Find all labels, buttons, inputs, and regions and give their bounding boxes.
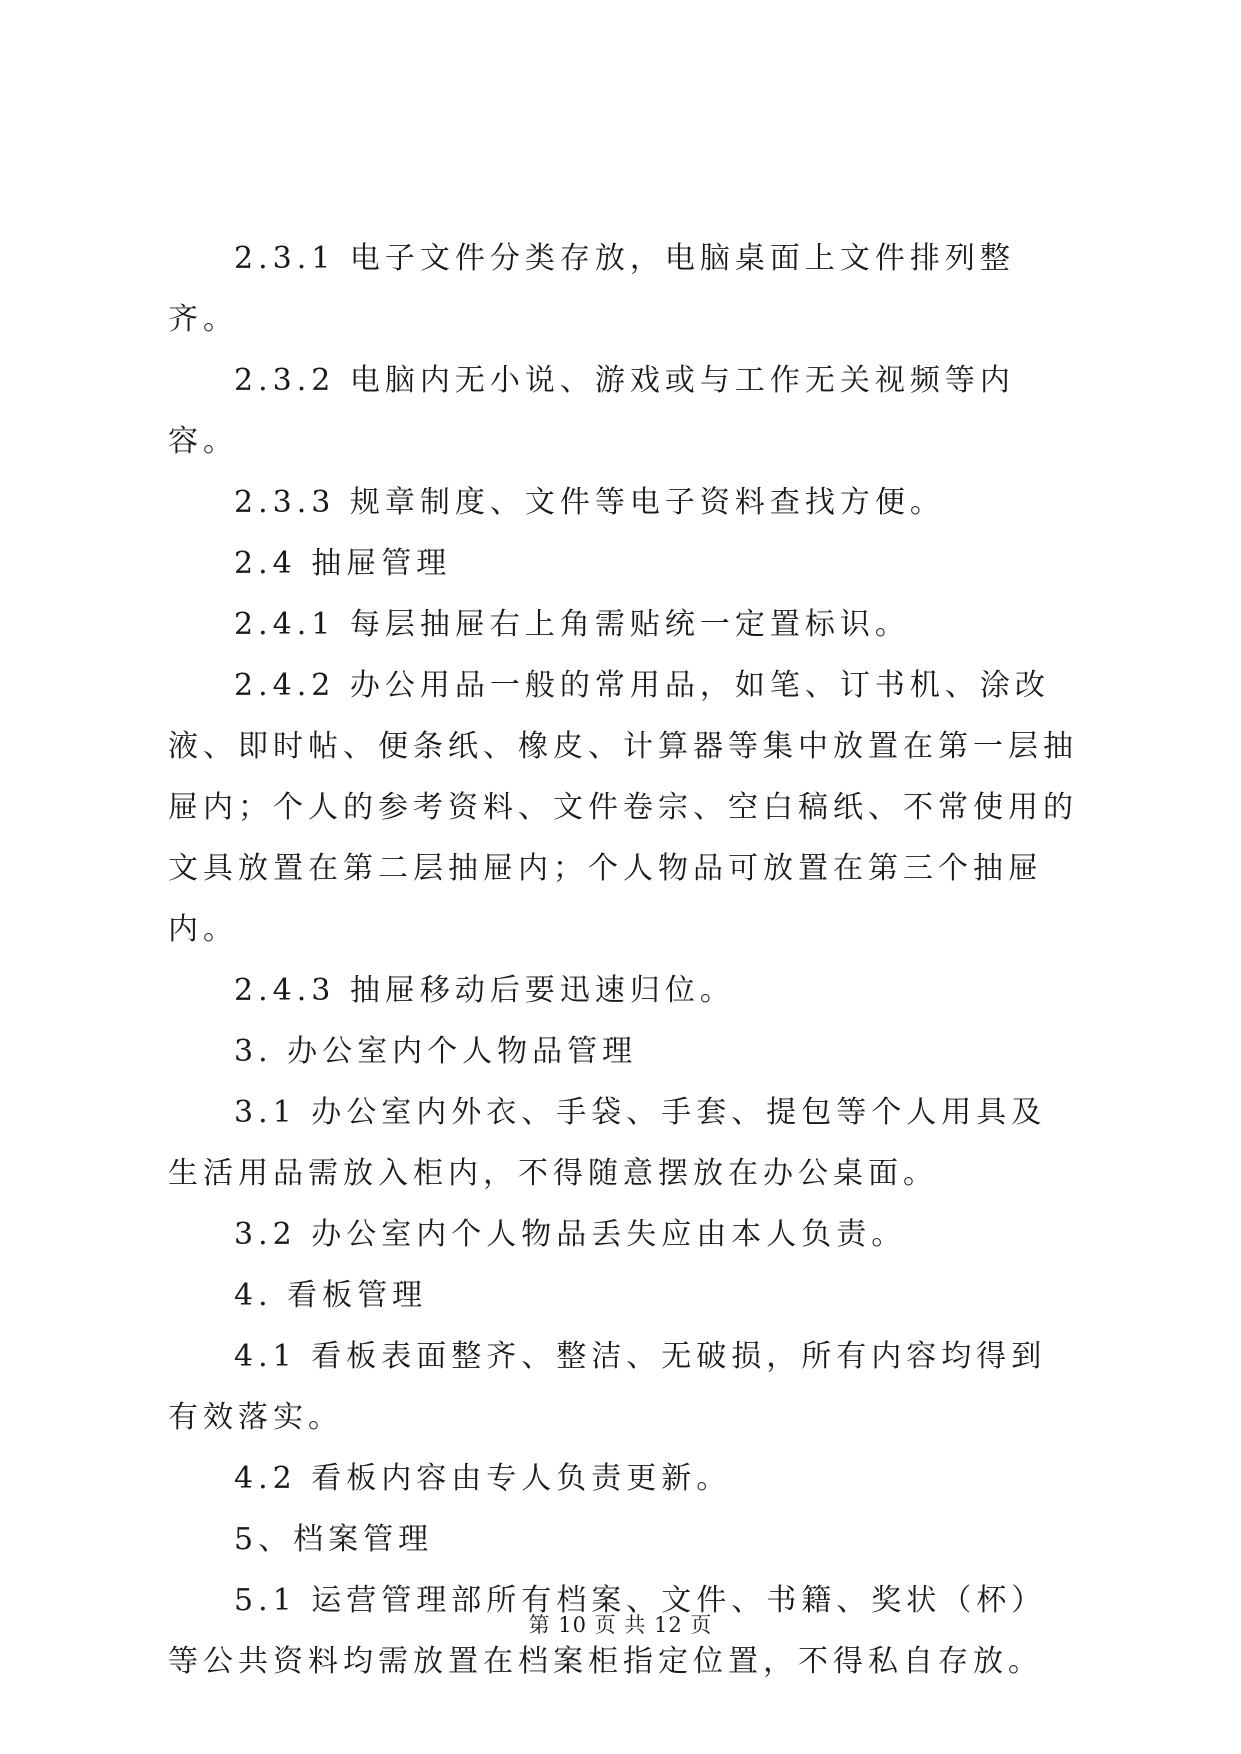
page-number-footer: 第 10 页 共 12 页 [528, 1613, 713, 1637]
paragraph-4-1: 4.1 看板表面整齐、整洁、无破损，所有内容均得到有效落实。 [168, 1339, 1047, 1435]
paragraph-2-3-1: 2.3.1 电子文件分类存放，电脑桌面上文件排列整齐。 [168, 241, 1015, 337]
paragraph-3-2: 3.2 办公室内个人物品丢失应由本人负责。 [234, 1217, 907, 1252]
paragraph-2-3-2: 2.3.2 电脑内无小说、游戏或与工作无关视频等内容。 [168, 363, 1015, 459]
paragraph-5-1: 5.1 运营管理部所有档案、文件、书籍、奖状（杯）等公共资料均需放置在档案柜指定位置，不得私自存放。 [168, 1583, 1047, 1679]
paragraph-2-4-2: 2.4.2 办公用品一般的常用品，如笔、订书机、涂改液、即时帖、便条纸、橡皮、计算器等集中放置在第一层抽屉内；个人的参考资料、文件卷宗、空白稿纸、不常使用的文具放置在第二层抽屉内；个人物品可放置在第三个抽屉内。 [168, 668, 1078, 947]
heading-2-4: 2.4 抽屉管理 [234, 546, 452, 581]
paragraph-3-1: 3.1 办公室内外衣、手袋、手套、提包等个人用具及生活用品需放入柜内，不得随意摆放在办公桌面。 [168, 1095, 1047, 1191]
paragraph-2-4-1: 2.4.1 每层抽屉右上角需贴统一定置标识。 [234, 607, 910, 642]
document-body [168, 228, 1080, 1692]
heading-5: 5、档案管理 [234, 1522, 434, 1557]
paragraph-4-2: 4.2 看板内容由专人负责更新。 [234, 1461, 732, 1496]
paragraph-2-3-3: 2.3.3 规章制度、文件等电子资料查找方便。 [234, 485, 945, 520]
paragraph-2-4-3: 2.4.3 抽屉移动后要迅速归位。 [234, 973, 735, 1008]
heading-3: 3. 办公室内个人物品管理 [234, 1034, 638, 1069]
heading-4: 4. 看板管理 [234, 1278, 428, 1313]
